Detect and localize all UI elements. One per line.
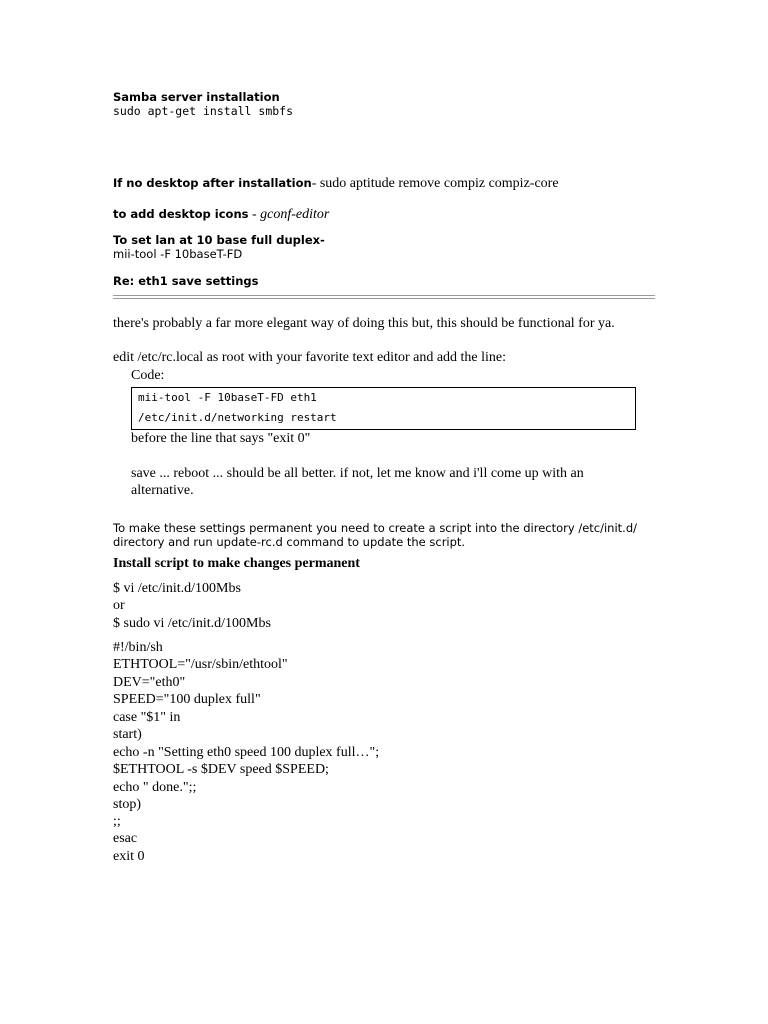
divider-top [113, 295, 655, 296]
desktop-icons-line [113, 203, 329, 223]
script-line: SPEED="100 duplex full" [113, 692, 261, 707]
lan-heading: To set lan at 10 base full duplex- [113, 233, 325, 247]
script-line: esac [113, 831, 138, 846]
script-line: stop) [113, 797, 141, 812]
script-line: #!/bin/sh [113, 640, 163, 655]
script-line: $ETHTOOL -s $DEV speed $SPEED; [113, 762, 329, 777]
script-line: ETHTOOL="/usr/sbin/ethtool" [113, 657, 288, 672]
permanent-line-1: To make these settings permanent you need to create a script into the directory /etc/init.d/ [113, 521, 638, 535]
post-save-line-2: alternative. [131, 483, 194, 498]
no-desktop-text: - sudo aptitude remove compiz compiz-core [311, 176, 559, 191]
code-line: mii-tool -F 10baseT-FD eth1 [138, 391, 317, 404]
script-line: exit 0 [113, 849, 145, 864]
samba-heading: Samba server installation [113, 90, 280, 104]
script-line: echo " done.";; [113, 780, 197, 795]
script-line: ;; [113, 814, 121, 829]
script-line: start) [113, 727, 142, 742]
samba-command: sudo apt-get install smbfs [113, 104, 294, 118]
desktop-icons-label: to add desktop icons [113, 207, 249, 221]
install-or: or [113, 598, 125, 613]
divider-bottom [113, 298, 655, 299]
no-desktop-line [113, 172, 559, 192]
install-cmd-1: $ vi /etc/init.d/100Mbs [113, 581, 241, 596]
install-cmd-2: $ sudo vi /etc/init.d/100Mbs [113, 616, 271, 631]
script-line: echo -n "Setting eth0 speed 100 duplex full…"; [113, 745, 380, 760]
script-line: DEV="eth0" [113, 675, 186, 690]
lan-command: mii-tool -F 10baseT-FD [113, 247, 243, 261]
desktop-icons-text: gconf-editor [260, 207, 330, 222]
code-label: Code: [131, 368, 165, 383]
post-save-line-1: save ... reboot ... should be all better. if not, let me know and i'll come up with an [131, 466, 584, 481]
install-script-heading: Install script to make changes permanent [113, 556, 360, 571]
permanent-line-2: directory and run update-rc.d command to update the script. [113, 535, 466, 549]
script-line: case "$1" in [113, 710, 181, 725]
desktop-icons-sep: - [248, 207, 261, 222]
post-edit: edit /etc/rc.local as root with your favorite text editor and add the line: [113, 350, 507, 365]
code-block [131, 387, 636, 430]
post-before: before the line that says "exit 0" [131, 431, 311, 446]
code-line: /etc/init.d/networking restart [138, 411, 337, 424]
no-desktop-label: If no desktop after installation [113, 176, 312, 190]
post-intro: there's probably a far more elegant way of doing this but, this should be functional for ya. [113, 316, 615, 331]
eth1-heading: Re: eth1 save settings [113, 274, 259, 288]
